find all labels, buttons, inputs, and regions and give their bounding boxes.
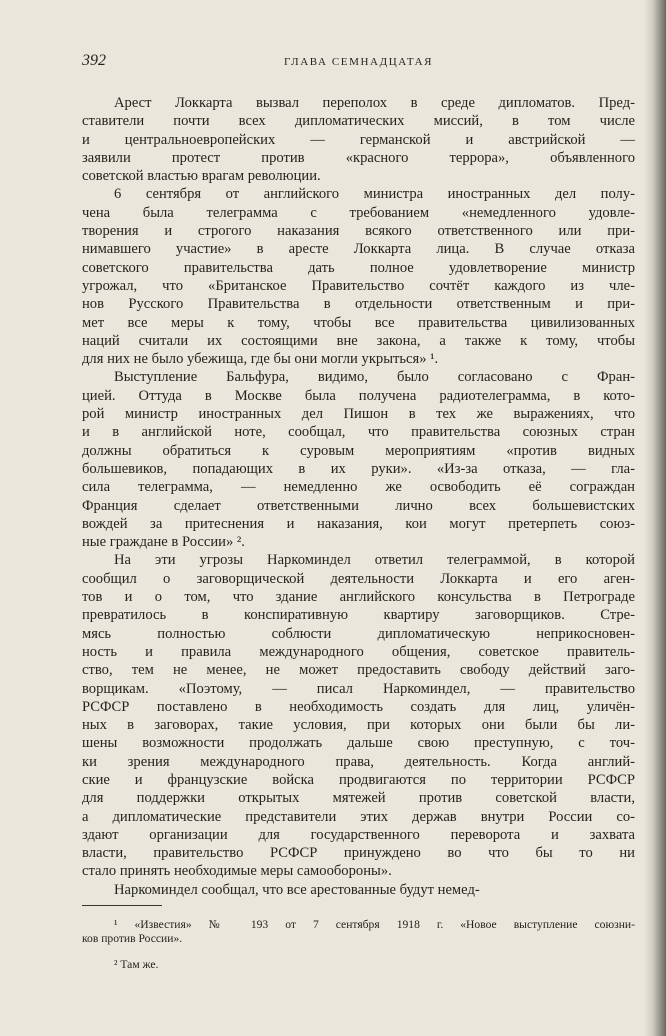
running-head: ГЛАВА СЕМНАДЦАТАЯ (284, 56, 434, 68)
text-line: ские и французские войска продвигаются по территории РСФСР (82, 771, 635, 788)
text-line: Франция сделает ответственными лично всех большевистских (82, 497, 635, 514)
text-line: творения и строгого наказания всякого ответственного или при- (82, 223, 635, 240)
text-line: большевиков, попадающих в их руки». «Из-за отказа, — гла- (82, 460, 635, 477)
text-line: нов Русского Правительства в отдельности ответственным и при- (82, 296, 635, 313)
text-line: стало принять необходимые меры самообороны». (82, 863, 392, 880)
text-line: ных в заговорах, такие условия, при которых они были бы ли- (82, 717, 635, 734)
paragraph (82, 94, 635, 185)
text-line: для поддержки открытых мятежей против советской власти, (82, 790, 635, 807)
text-line: сообщил о заговорщической деятельности Локкарта и его аген- (82, 570, 635, 587)
text-line: тов и о том, что здание английского консульства в Петрограде (82, 589, 635, 606)
text-line: ство, тем не менее, не может предоставить свободу действий заго- (82, 662, 635, 679)
text-line: ность и правила международного общения, советское правитель- (82, 643, 635, 660)
text-line: для них не было убежища, где бы они могли укрыться» ¹. (82, 351, 439, 368)
text-line: вождей за притеснения и наказания, кои могут претерпеть союз- (82, 515, 635, 532)
text-line: На эти угрозы Наркоминдел ответил телеграммой, в которой (114, 552, 635, 569)
text-line: советской властью врагам революции. (82, 168, 321, 185)
footnotes (82, 918, 635, 973)
paragraph (82, 551, 635, 880)
page-number: 392 (82, 52, 106, 69)
text-line: превратилось в конспиративную квартиру заговорщиков. Стре- (82, 607, 635, 624)
text-line: Выступление Бальфура, видимо, было согласовано с Фран- (114, 369, 635, 386)
text-line: рой министр иностранных дел Пишон в тех же выражениях, что (82, 406, 635, 423)
text-line: ² Там же. (114, 958, 159, 972)
text-line: угрожал, что «Британское Правительство сочтёт каждого из чле- (82, 277, 635, 294)
text-line: власти, правительство РСФСР принуждено во что бы то ни (82, 845, 635, 862)
text-line: шены возможности продолжать дальше свою преступную, с точ- (82, 735, 635, 752)
paragraph (82, 185, 635, 368)
book-page (82, 52, 635, 984)
text-line: Арест Локкарта вызвал переполох в среде дипломатов. Пред- (114, 95, 635, 111)
text-line: Наркоминдел сообщал, что все арестованные будут немед- (114, 881, 480, 898)
text-line: ставители почти всех дипломатических миссий, в том числе (82, 113, 635, 130)
footnote (82, 918, 635, 947)
text-line: и центральноевропейских — германской и австрийской — (82, 131, 635, 148)
text-line: чена была телеграмма с требованием «немедленного удовле- (82, 204, 635, 221)
text-line: здают организации для государственного переворота и захвата (82, 826, 635, 843)
paragraph (82, 368, 635, 551)
text-line: а дипломатические представители этих держав внутри России со- (82, 808, 635, 825)
paragraph (82, 881, 635, 899)
text-line: ки зрения международного права, деятельность. Когда англий- (82, 753, 635, 770)
text-line: и в английской ноте, сообщал, что правительства союзных стран (82, 424, 635, 441)
body-text (82, 94, 635, 899)
page-edge-shadow (644, 0, 666, 1036)
text-line: РСФСР поставлено в необходимость создать для лиц, уличён- (82, 698, 635, 715)
text-line: мясь полностью соблюсти дипломатическую неприкосновен- (82, 625, 635, 642)
text-line: ворщикам. «Поэтому, — писал Наркоминдел, — правительство (82, 680, 635, 697)
text-line: цией. Оттуда в Москве была получена радиотелеграмма, в кото- (82, 387, 635, 404)
text-line: заявили протест против «красного террора», объявленного (82, 149, 635, 166)
text-line: советского правительства дать полное удовлетворение министр (82, 259, 635, 276)
text-line: ков против России». (82, 932, 183, 946)
footnote (82, 958, 635, 973)
text-line: нимавшего участие» в аресте Локкарта лица. В случае отказа (82, 241, 635, 258)
text-line: 6 сентября от английского министра иностранных дел полу- (114, 186, 635, 203)
text-line: должны обратиться к суровым мероприятиям «против видных (82, 442, 635, 459)
text-line: мет все меры к тому, чтобы все правительства цивилизованных (82, 314, 635, 331)
text-line: ные граждане в России» ². (82, 534, 245, 551)
text-line: ¹ «Известия» № 193 от 7 сентября 1918 г. «Новое выступление союзни- (114, 917, 635, 931)
text-line: наций считали их состоящими вне закона, а также к тому, чтобы (82, 332, 635, 349)
footnote-rule (82, 905, 162, 906)
page-header (82, 52, 635, 78)
text-line: сила телеграмма, — немедленно же освободить её сограждан (82, 479, 635, 496)
